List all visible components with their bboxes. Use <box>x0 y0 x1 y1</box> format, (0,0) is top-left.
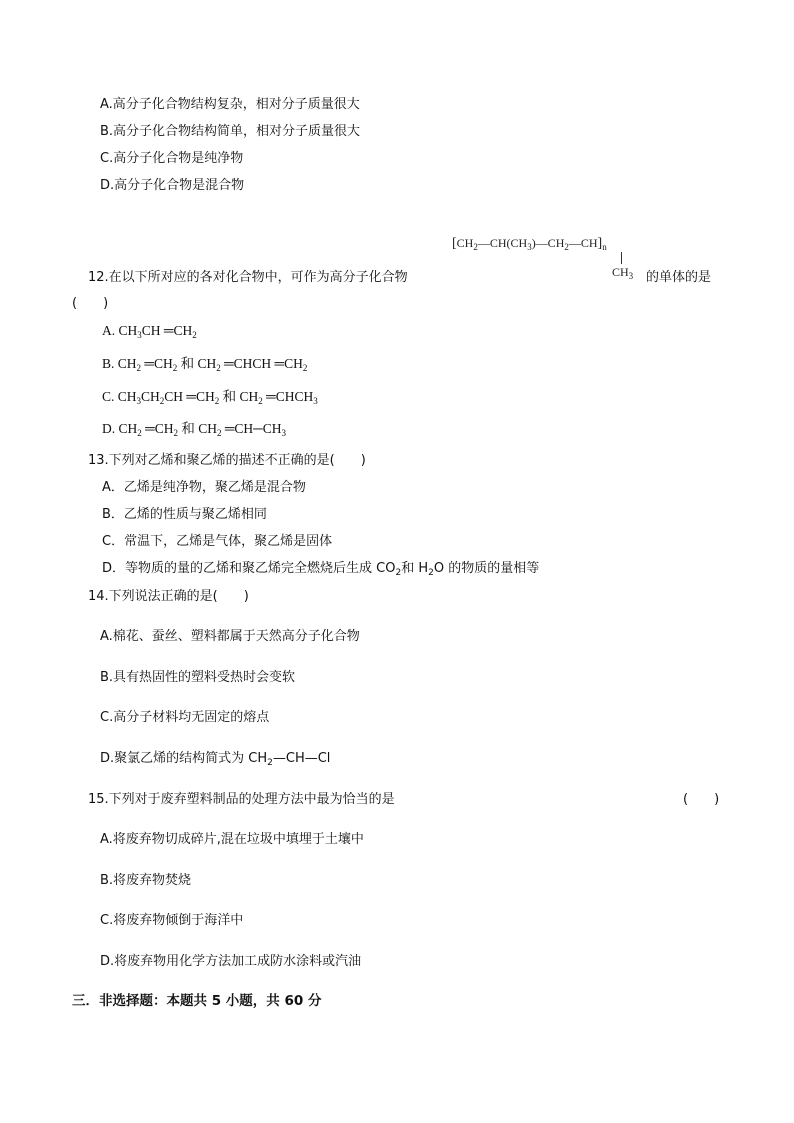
q13-option-a: A．乙烯是纯净物，聚乙烯是混合物 <box>102 480 306 495</box>
q12-option-d: D. $CH_2$ $═CH_2$ 和 $CH_2$ $═CH─CH_3$ <box>102 421 286 438</box>
q15-option-d: D.将废弃物用化学方法加工成防水涂料或汽油 <box>100 954 362 969</box>
q15-option-b: B.将废弃物焚烧 <box>100 873 192 888</box>
branch-bond <box>621 252 622 264</box>
q14-stem: 14.下列说法正确的是( ) <box>88 589 249 604</box>
q11-option-c: C.高分子化合物是纯净物 <box>100 151 244 166</box>
degree-of-polymerization: n <box>602 242 607 252</box>
q11-option-a: A.高分子化合物结构复杂，相对分子质量很大 <box>100 97 360 112</box>
q13-option-d: D．等物质的量的乙烯和聚乙烯完全燃烧后生成 $CO_2$和 $H_2O$ 的物质的量相等 <box>102 561 540 578</box>
q11-option-b: B.高分子化合物结构简单，相对分子质量很大 <box>100 124 361 139</box>
q11-option-d: D.高分子化合物是混合物 <box>100 178 245 193</box>
q14-option-d: D.聚氯乙烯的结构简式为 $CH_2—CH—Cl$ <box>100 751 331 768</box>
q12-option-a: A. $CH_3CH$ $═CH_2$ <box>102 323 197 340</box>
q15-option-a: A.将废弃物切成碎片,混在垃圾中填埋于土壤中 <box>100 832 364 847</box>
q15-paren: ( ) <box>683 792 720 807</box>
q14-option-c: C.高分子材料均无固定的熔点 <box>100 710 270 725</box>
q12-option-b: B. $CH_2$ $═CH_2$ 和 $CH_2$ ═CHCH $═CH_2$ <box>102 356 308 373</box>
q12-paren: ( ) <box>72 296 109 311</box>
q13-stem: 13.下列对乙烯和聚乙烯的描述不正确的是( ) <box>88 453 366 468</box>
q12-option-c: C. $CH_3CH_2CH$ $═CH_2$ 和 $CH_2$ $═CHCH_3$ <box>102 389 318 406</box>
q12-stem-tail: 的单体的是 <box>646 270 712 285</box>
q15-option-c: C.将废弃物倾倒于海洋中 <box>100 913 244 928</box>
q12-stem: 12.在以下所对应的各对化合物中，可作为高分子化合物 <box>88 270 408 285</box>
q14-option-a: A.棉花、蚕丝、塑料都属于天然高分子化合物 <box>100 629 360 644</box>
q13-option-c: C．常温下，乙烯是气体，聚乙烯是固体 <box>102 534 333 549</box>
q15-stem: 15.下列对于废弃塑料制品的处理方法中最为恰当的是 <box>88 792 395 807</box>
polymer-branch: $CH_3$ <box>612 265 634 281</box>
q13-option-b: B．乙烯的性质与聚乙烯相同 <box>102 507 267 522</box>
polymer-main-chain: $[CH_2—CH(CH_3)—CH_2—CH]_n$ <box>452 236 607 252</box>
main-chain-text: $CH_2—CH(CH_3)—CH_2—CH$ <box>456 236 598 252</box>
q14-option-b: B.具有热固性的塑料受热时会变软 <box>100 670 296 685</box>
section-3-heading: 三．非选择题：本题共 5 小题，共 60 分 <box>72 993 322 1009</box>
